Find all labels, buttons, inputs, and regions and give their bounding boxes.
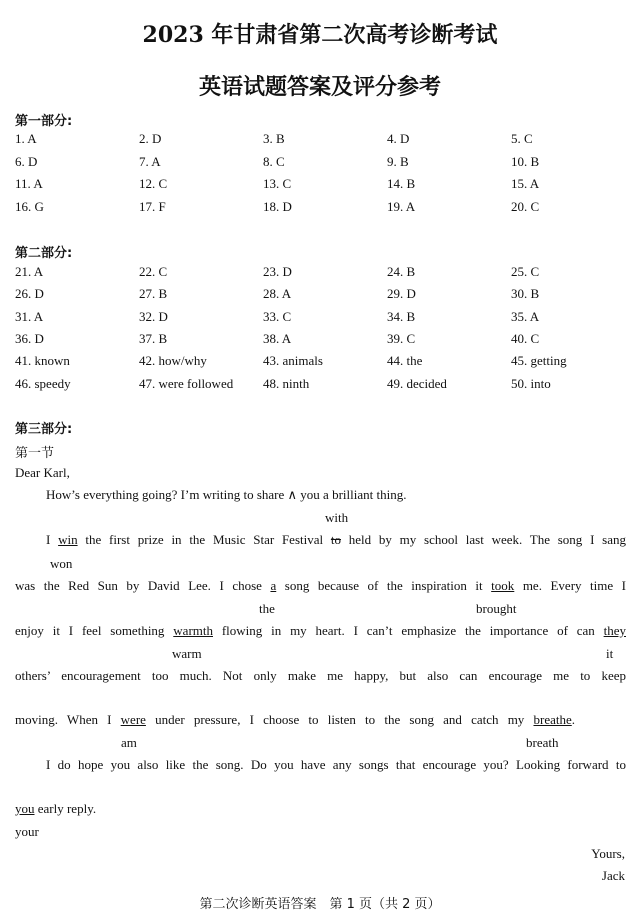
answer-value: C <box>279 308 292 324</box>
answer-row <box>15 131 635 151</box>
correction-with: with <box>325 510 349 525</box>
question-number: 33. <box>263 308 280 324</box>
question-number: 1. <box>15 131 25 146</box>
answer-item <box>263 199 292 215</box>
answer-value: B <box>272 131 285 146</box>
page-title: 2023 年甘肃省第二次高考诊断考试 <box>142 22 498 48</box>
error-warmth: warmth <box>173 623 213 638</box>
answer-value: C <box>527 264 540 279</box>
answer-row <box>15 154 635 174</box>
answer-value: D <box>148 131 162 146</box>
question-number: 5. <box>511 131 521 146</box>
letter-line-2: I win the first prize in the Music Star Festival to held by my school last week. The song I sang <box>46 532 626 547</box>
answer-value: ninth <box>279 375 310 391</box>
error-to: to <box>330 532 341 547</box>
answer-value: A <box>527 308 540 324</box>
answer-value: D <box>403 286 416 302</box>
question-number: 24. <box>387 264 404 279</box>
answer-item <box>15 353 70 369</box>
answer-value: A <box>279 286 292 302</box>
answer-item <box>511 353 567 369</box>
answer-item <box>387 131 409 147</box>
question-number: 20. <box>511 198 528 214</box>
answer-item <box>511 199 539 215</box>
part1-heading: 第一部分: <box>15 114 73 129</box>
answer-row <box>15 353 635 373</box>
answer-item <box>139 331 167 347</box>
answer-value: C <box>279 176 292 191</box>
answer-row <box>15 309 635 329</box>
answer-value: how/why <box>155 353 207 369</box>
question-number: 26. <box>15 286 32 302</box>
answer-item <box>139 154 161 170</box>
answer-item <box>263 176 291 192</box>
correction-am: am <box>121 735 137 750</box>
answer-value: into <box>527 375 551 391</box>
question-number: 43. <box>263 353 280 369</box>
question-number: 44. <box>387 353 404 369</box>
correction-your: your <box>15 824 39 839</box>
question-number: 7. <box>139 153 149 169</box>
answer-row <box>15 264 635 284</box>
question-number: 30. <box>511 286 528 302</box>
question-number: 19. <box>387 198 404 214</box>
question-number: 17. <box>139 198 156 214</box>
question-number: 31. <box>15 308 32 324</box>
answer-item <box>263 353 323 369</box>
question-number: 18. <box>263 198 280 214</box>
question-number: 38. <box>263 330 280 346</box>
question-number: 11. <box>15 176 31 191</box>
answer-value: A <box>148 153 161 169</box>
answer-value: D <box>24 153 38 169</box>
letter-line-5: others’ encouragement too much. Not only make me happy, but also can encourage me to keep <box>15 668 626 683</box>
answer-item <box>511 331 539 347</box>
answer-value: B <box>155 330 168 346</box>
letter-closing: Yours, <box>591 846 625 861</box>
question-number: 12. <box>139 176 156 191</box>
answer-item <box>15 176 43 192</box>
letter-line-6: moving. When I were under pressure, I choose to listen to the song and catch my breathe. <box>15 712 575 727</box>
answer-value: A <box>31 264 44 279</box>
answer-value: D <box>31 330 44 346</box>
answer-row <box>15 199 635 219</box>
answer-item <box>15 154 37 170</box>
correction-it: it <box>606 646 614 661</box>
question-number: 25. <box>511 264 528 279</box>
answer-item <box>263 376 309 392</box>
answer-value: A <box>30 176 43 191</box>
question-number: 36. <box>15 330 32 346</box>
answer-item <box>511 154 539 170</box>
answer-value: B <box>403 176 416 191</box>
error-were: were <box>120 712 146 727</box>
letter-line-4: enjoy it I feel something warmth flowing in my heart. I can’t emphasize the importance of can they <box>15 623 626 638</box>
question-number: 10. <box>511 153 528 169</box>
answer-item <box>15 331 44 347</box>
answer-value: D <box>279 264 292 279</box>
answer-value: B <box>403 264 416 279</box>
question-number: 39. <box>387 330 404 346</box>
error-a: a <box>270 578 277 593</box>
question-number: 49. <box>387 375 404 391</box>
answer-value: B <box>396 153 409 169</box>
answer-item <box>387 264 415 280</box>
answer-item <box>139 131 161 147</box>
answer-value: A <box>279 330 292 346</box>
question-number: 50. <box>511 375 528 391</box>
answer-row <box>15 331 635 351</box>
answer-item <box>15 286 44 302</box>
answer-value: C <box>527 198 540 214</box>
answer-row <box>15 286 635 306</box>
answer-item <box>387 286 416 302</box>
question-number: 42. <box>139 353 156 369</box>
correction-warm: warm <box>172 646 202 661</box>
answer-item <box>511 376 551 392</box>
question-number: 32. <box>139 308 156 324</box>
answer-item <box>263 309 291 325</box>
answer-row <box>15 176 635 196</box>
answer-value: A <box>403 198 416 214</box>
question-number: 47. <box>139 375 156 391</box>
answer-value: F <box>155 198 166 214</box>
answer-item <box>15 199 44 215</box>
letter-greeting: Dear Karl, <box>15 465 70 480</box>
answer-value: decided <box>403 375 447 391</box>
answer-item <box>511 286 539 302</box>
answer-value: B <box>155 286 168 302</box>
answer-item <box>387 199 415 215</box>
question-number: 29. <box>387 286 404 302</box>
page-footer: 第二次诊断英语答案 第 1 页（共 2 页） <box>199 897 441 912</box>
error-they: they <box>603 623 626 638</box>
answer-value: B <box>527 286 540 302</box>
error-breathe: breathe <box>533 712 572 727</box>
correction-won: won <box>50 556 73 571</box>
answer-item <box>263 331 291 347</box>
answer-item <box>263 154 285 170</box>
answer-item <box>511 309 539 325</box>
answer-value: C <box>403 330 416 346</box>
error-win: win <box>58 532 78 547</box>
answer-value: speedy <box>31 375 71 391</box>
letter-line-3: was the Red Sun by David Lee. I chose a song because of the inspiration it took me. Every time I <box>15 578 627 593</box>
letter-line-8: you early reply. <box>15 801 97 816</box>
answer-item <box>139 286 167 302</box>
question-number: 37. <box>139 330 156 346</box>
answer-item <box>139 199 166 215</box>
answer-item <box>263 264 292 280</box>
answer-row <box>15 376 635 396</box>
error-you: you <box>15 801 35 816</box>
answer-item <box>139 264 167 280</box>
answer-item <box>139 176 167 192</box>
answer-value: D <box>31 286 44 302</box>
letter-line-7: I do hope you also like the song. Do you have any songs that encourage you? Looking forward to <box>46 757 626 772</box>
error-took: took <box>491 578 515 593</box>
question-number: 45. <box>511 353 528 369</box>
question-number: 34. <box>387 308 404 324</box>
question-number: 23. <box>263 264 280 279</box>
answer-item <box>387 176 415 192</box>
answer-value: the <box>403 353 423 369</box>
answer-value: G <box>31 198 44 214</box>
part3-heading: 第三部分: <box>15 422 73 437</box>
answer-item <box>15 264 43 280</box>
answer-value: C <box>520 131 533 146</box>
question-number: 3. <box>263 131 273 146</box>
answer-item <box>387 309 415 325</box>
question-number: 15. <box>511 176 528 191</box>
question-number: 35. <box>511 308 528 324</box>
answer-value: B <box>527 153 540 169</box>
correction-brought: brought <box>476 601 517 616</box>
question-number: 2. <box>139 131 149 146</box>
answer-value: A <box>24 131 37 146</box>
answer-value: were followed <box>155 375 234 391</box>
answer-value: D <box>396 131 410 146</box>
question-number: 48. <box>263 375 280 391</box>
question-number: 16. <box>15 198 32 214</box>
answer-item <box>387 331 415 347</box>
question-number: 40. <box>511 330 528 346</box>
answer-value: C <box>155 176 168 191</box>
question-number: 27. <box>139 286 156 302</box>
letter-signature: Jack <box>601 868 625 883</box>
answer-item <box>511 131 533 147</box>
question-number: 46. <box>15 375 32 391</box>
answer-item <box>15 309 43 325</box>
answer-value: A <box>31 308 44 324</box>
answer-item <box>263 286 291 302</box>
question-number: 14. <box>387 176 404 191</box>
question-number: 41. <box>15 353 32 369</box>
answer-item <box>15 131 37 147</box>
answer-value: B <box>403 308 416 324</box>
answer-value: getting <box>527 353 567 369</box>
question-number: 8. <box>263 153 273 169</box>
answer-item <box>139 376 233 392</box>
correction-the: the <box>259 601 275 616</box>
answer-value: known <box>31 353 70 369</box>
question-number: 22. <box>139 264 156 279</box>
question-number: 28. <box>263 286 280 302</box>
letter-line-1: How’s everything going? I’m writing to share ∧ you a brilliant thing. <box>46 487 407 502</box>
section-label: 第一节 <box>15 446 55 461</box>
answer-value: D <box>279 198 292 214</box>
answer-item <box>387 376 447 392</box>
answer-value: A <box>527 176 540 191</box>
answer-item <box>387 154 409 170</box>
answer-item <box>387 353 422 369</box>
question-number: 21. <box>15 264 32 279</box>
answer-value: C <box>155 264 168 279</box>
answer-item <box>15 376 71 392</box>
answer-item <box>139 353 207 369</box>
question-number: 13. <box>263 176 280 191</box>
answer-item <box>511 264 539 280</box>
answer-value: D <box>155 308 168 324</box>
answer-value: C <box>272 153 285 169</box>
answer-item <box>263 131 285 147</box>
correction-breath: breath <box>526 735 559 750</box>
answer-item <box>511 176 539 192</box>
part2-heading: 第二部分: <box>15 246 73 261</box>
page-subtitle: 英语试题答案及评分参考 <box>198 74 441 100</box>
question-number: 4. <box>387 131 397 146</box>
question-number: 9. <box>387 153 397 169</box>
answer-item <box>139 309 168 325</box>
answer-value: C <box>527 330 540 346</box>
question-number: 6. <box>15 153 25 169</box>
answer-value: animals <box>279 353 323 369</box>
